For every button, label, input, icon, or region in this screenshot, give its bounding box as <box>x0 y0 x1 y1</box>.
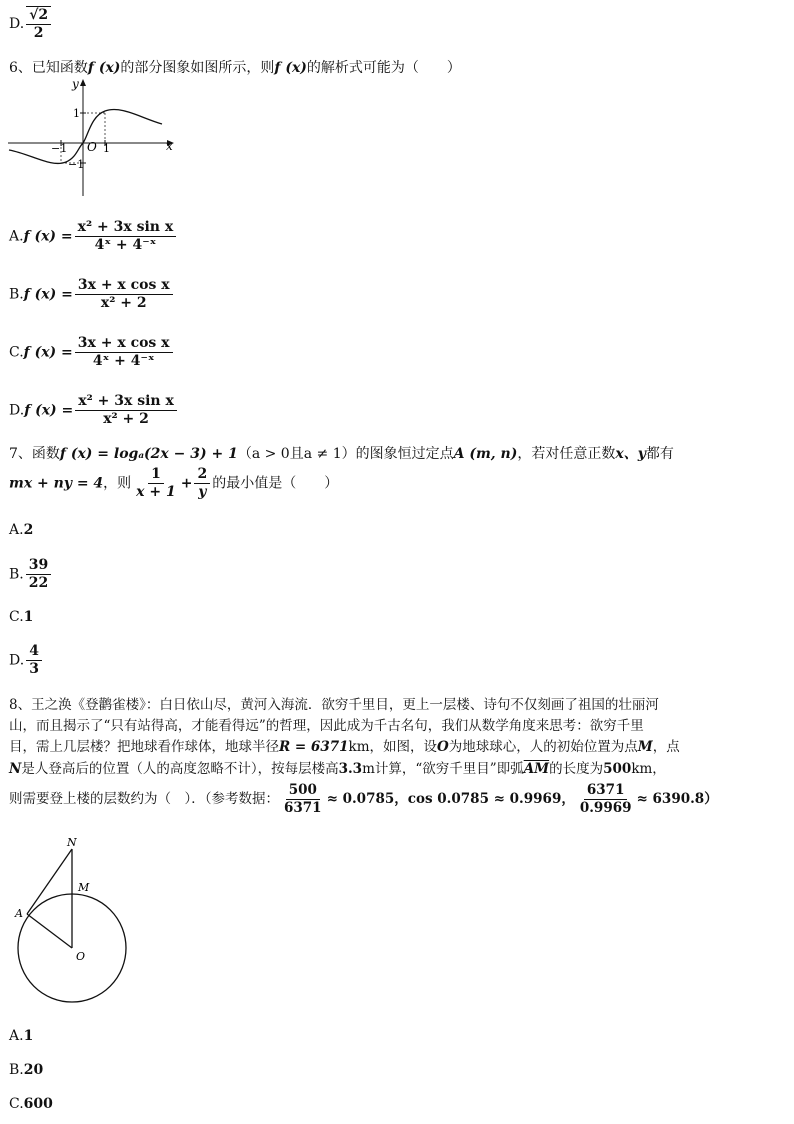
q8-option-c: C.600 <box>9 1096 53 1112</box>
q6-stem: 6、已知函数f (x)的部分图象如图所示，则f (x)的解析式可能为（ ） <box>9 60 461 76</box>
svg-text:1: 1 <box>103 142 110 155</box>
fraction: $\frac{\text{3x + x cos x}}{\text{x² + 2}}$ <box>75 277 173 312</box>
q8-stem-line4: N是人登高后的位置（人的高度忽略不计），按每层楼高3.3m计算，“欲穷千里目”即弧$\overline{AM}$的长度为500km， <box>9 761 666 777</box>
q6-option-b: B.f (x) = $\frac{\text{3x + x cos x}}{\text{x² + 2}}$ <box>9 277 175 312</box>
q8-option-b: B.20 <box>9 1062 44 1078</box>
svg-text:O: O <box>76 950 86 963</box>
q6-function-graph <box>6 76 178 200</box>
q8-stem-line3: 目，需上几层楼？把地球看作球体，地球半径R = 6371km，如图，设O为地球球心，人的初始位置为点M，点 <box>9 739 680 755</box>
arc-am: $\overline{AM}$ <box>523 761 550 777</box>
q7-option-b: B. $\frac{39}{22}$ <box>9 557 53 592</box>
q7-stem-line2: mx + ny = 4，则 $\frac{1}{x + 1}$ + $\frac{2}{y}$ 的最小值是（ ） <box>9 466 339 500</box>
q6-option-c: C.f (x) = $\frac{\text{3x + x cos x}}{\text{4ˣ + 4⁻ˣ}}$ <box>9 335 175 370</box>
q8-stem-line5: 则需要登上楼的层数约为（ ）．（参考数据： $\frac{500}{6371}$ ≈ 0.0785，cos 0.0785 ≈ 0.9969， $\frac{6371}{0.9969}$ ≈ 6390.8） <box>9 782 718 816</box>
svg-text:O: O <box>87 140 97 154</box>
q7-option-d: D. $\frac{4}{3}$ <box>9 643 44 678</box>
svg-text:−1: −1 <box>68 158 85 171</box>
fraction: $\frac{\text{x² + 3x sin x}}{\text{x² + 2}}$ <box>75 393 177 428</box>
q8-stem-line2: 山，而且揭示了“只有站得高，才能看得远”的哲理，因此成为千古名句，我们从数学角度来思考：欲穷千里 <box>9 718 644 734</box>
q7-option-c: C.1 <box>9 609 34 625</box>
q8-option-a: A.1 <box>9 1028 34 1044</box>
fraction: $\frac{2}{y}$ <box>194 466 210 501</box>
fraction: $\frac{\text{3x + x cos x}}{\text{4ˣ + 4⁻ˣ}}$ <box>75 335 173 370</box>
svg-text:A: A <box>15 907 23 920</box>
q8-earth-figure <box>10 832 135 1010</box>
fraction: $\frac{6371}{0.9969}$ <box>579 782 632 816</box>
fraction: $\frac{1}{x + 1}$ <box>136 466 176 500</box>
q7-option-a: A.2 <box>9 522 34 538</box>
svg-text:x: x <box>166 139 173 153</box>
fraction: $\frac{4}{3}$ <box>26 643 42 678</box>
q6-option-a: A.f (x) = $\frac{\text{x² + 3x sin x}}{\text{4ˣ + 4⁻ˣ}}$ <box>9 219 178 254</box>
svg-text:y: y <box>72 77 79 91</box>
fraction: $\frac{500}{6371}$ <box>284 782 322 816</box>
svg-text:M: M <box>78 881 90 894</box>
svg-text:−1: −1 <box>51 142 68 155</box>
svg-text:N: N <box>67 836 77 849</box>
fraction: $\frac{√2}{2}$ <box>26 6 51 42</box>
q7-stem-line1: 7、函数f (x) = logₐ(2x − 3) + 1（a > 0且a ≠ 1）的图象恒过定点A (m, n)，若对任意正数x、y都有 <box>9 446 674 462</box>
q8-stem-line1: 8、王之涣《登鹳雀楼》：白日依山尽，黄河入海流．欲穷千里目，更上一层楼、诗句不仅刻画了祖国的壮丽河 <box>9 697 659 713</box>
svg-text:1: 1 <box>73 107 80 120</box>
fraction: $\frac{39}{22}$ <box>26 557 51 592</box>
q6-option-d: D.f (x) = $\frac{\text{x² + 3x sin x}}{\text{x² + 2}}$ <box>9 393 179 428</box>
fraction: $\frac{\text{x² + 3x sin x}}{\text{4ˣ + 4⁻ˣ}}$ <box>75 219 177 254</box>
prev-option-d: D. $\frac{√2}{2}$ <box>9 6 53 42</box>
